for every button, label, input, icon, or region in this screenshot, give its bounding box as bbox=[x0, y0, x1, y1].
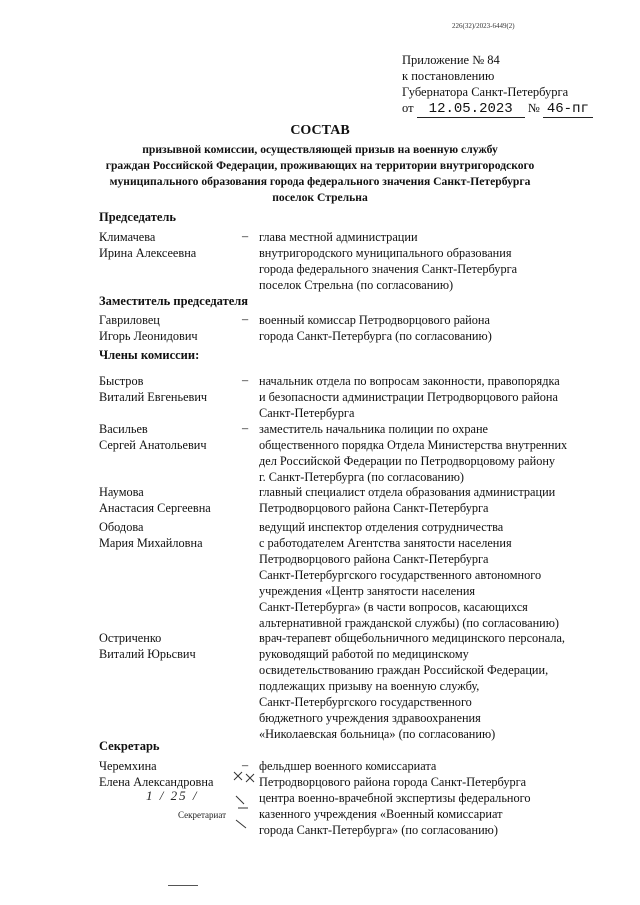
from-label: от bbox=[402, 101, 414, 115]
role-line: города Санкт-Петербурга» (по согласованию) bbox=[259, 823, 498, 837]
deputy-role bbox=[259, 312, 492, 344]
role-line: фельдшер военного комиссариата bbox=[259, 759, 437, 773]
secretary-name bbox=[99, 758, 213, 790]
role-line: общественного порядка Отдела Министерства внутренних bbox=[259, 438, 568, 452]
role-line: Санкт-Петербурга bbox=[259, 406, 355, 420]
chair-name bbox=[99, 229, 196, 261]
role-line: военный комиссар Петродворцового района bbox=[259, 313, 490, 327]
role-line: освидетельствованию граждан Российской Федерации, bbox=[259, 663, 549, 677]
decree-date: 12.05.2023 bbox=[417, 101, 525, 118]
role-line: дел Российской Федерации по Петродворцовому району bbox=[259, 454, 556, 468]
chair-role bbox=[259, 229, 517, 293]
subtitle-line-1: призывной комиссии, осуществляющей призыв на военную службу bbox=[142, 143, 498, 156]
member-role bbox=[259, 421, 567, 485]
role-line: альтернативной гражданской службы) (по согласованию) bbox=[259, 616, 560, 630]
secretary-role bbox=[259, 758, 531, 838]
dash: – bbox=[242, 758, 249, 772]
surname: Ободова bbox=[99, 520, 144, 534]
given-names: Анастасия Сергеевна bbox=[99, 501, 211, 515]
secretariat-stamp: Секретариат bbox=[178, 810, 227, 820]
number-label: № bbox=[527, 101, 540, 115]
member-role bbox=[259, 519, 559, 631]
role-line: и безопасности администрации Петродворцового района bbox=[259, 390, 558, 404]
subtitle-line-2: граждан Российской Федерации, проживающих на территории внутригородского bbox=[105, 159, 535, 172]
role-line: Петродворцового района Санкт-Петербурга bbox=[259, 501, 489, 515]
given-names: Виталий Юрьсвич bbox=[99, 647, 196, 661]
appendix-line-2: к постановлению bbox=[402, 69, 495, 83]
page-title: СОСТАВ bbox=[290, 123, 350, 138]
role-line: поселок Стрельна (по согласованию) bbox=[259, 278, 454, 292]
role-line: города федерального значения Санкт-Петербурга bbox=[259, 262, 518, 276]
appendix-line-1: Приложение № 84 bbox=[402, 53, 500, 67]
surname: Остриченко bbox=[99, 631, 162, 645]
dash: – bbox=[242, 373, 249, 387]
role-line: ведущий инспектор отделения сотрудничества bbox=[259, 520, 504, 534]
role-line: Петродворцового района Санкт-Петербурга bbox=[259, 552, 489, 566]
appendix-block bbox=[402, 52, 593, 118]
member-role bbox=[259, 373, 560, 421]
member-name bbox=[99, 421, 207, 453]
handwritten-mark: 1 / 25 / bbox=[146, 788, 199, 803]
appendix-line-3: Губернатора Санкт-Петербурга bbox=[402, 85, 569, 99]
role-line: Петродворцового района города Санкт-Петербурга bbox=[259, 775, 527, 789]
role-line: с работодателем Агентства занятости населения bbox=[259, 536, 512, 550]
surname: Быстров bbox=[99, 374, 144, 388]
given-names: Ирина Алексеевна bbox=[99, 246, 197, 260]
footer-line bbox=[168, 885, 198, 886]
given-names: Игорь Леонидович bbox=[99, 329, 198, 343]
role-line: Санкт-Петербургского государственного bbox=[259, 695, 472, 709]
section-secretary: Секретарь bbox=[99, 739, 160, 753]
handwritten-scribble bbox=[228, 768, 264, 832]
role-line: руководящий работой по медицинскому bbox=[259, 647, 469, 661]
role-line: подлежащих призыву на военную службу, bbox=[259, 679, 480, 693]
role-line: врач-терапевт общебольничного медицинского персонала, bbox=[259, 631, 565, 645]
role-line: главный специалист отдела образования администрации bbox=[259, 485, 556, 499]
dash: – bbox=[242, 312, 249, 326]
given-names: Мария Михайловна bbox=[99, 536, 203, 550]
role-line: начальник отдела по вопросам законности, правопорядка bbox=[259, 374, 560, 388]
role-line: глава местной администрации bbox=[259, 230, 418, 244]
role-line: центра военно-врачебной экспертизы федерального bbox=[259, 791, 531, 805]
section-chair: Председатель bbox=[99, 210, 177, 224]
given-names: Виталий Евгеньевич bbox=[99, 390, 208, 404]
section-members: Члены комиссии: bbox=[99, 348, 200, 362]
given-names: Елена Александровна bbox=[99, 775, 214, 789]
section-deputy: Заместитель председателя bbox=[99, 294, 249, 308]
member-name bbox=[99, 519, 203, 551]
member-name bbox=[99, 630, 196, 662]
decree-number: 46-пг bbox=[543, 101, 593, 118]
member-role bbox=[259, 484, 555, 516]
surname: Черемхина bbox=[99, 759, 157, 773]
surname: Климачева bbox=[99, 230, 156, 244]
role-line: учреждения «Центр занятости населения bbox=[259, 584, 476, 598]
member-name bbox=[99, 484, 211, 516]
deputy-name bbox=[99, 312, 198, 344]
role-line: заместитель начальника полиции по охране bbox=[259, 422, 488, 436]
role-line: города Санкт-Петербурга (по согласованию) bbox=[259, 329, 492, 343]
surname: Наумова bbox=[99, 485, 144, 499]
surname: Гавриловец bbox=[99, 313, 160, 327]
document-number: 226(32)/2023-6449(2) bbox=[452, 22, 515, 30]
appendix-date-line bbox=[402, 100, 593, 118]
member-role bbox=[259, 630, 565, 742]
role-line: «Николаевская больница» (по согласованию) bbox=[259, 727, 496, 741]
given-names: Сергей Анатольевич bbox=[99, 438, 207, 452]
role-line: казенного учреждения «Военный комиссариат bbox=[259, 807, 503, 821]
surname: Васильев bbox=[99, 422, 148, 436]
role-line: г. Санкт-Петербурга (по согласованию) bbox=[259, 470, 464, 484]
role-line: Санкт-Петербурга» (в части вопросов, касающихся bbox=[259, 600, 528, 614]
role-line: бюджетного учреждения здравоохранения bbox=[259, 711, 481, 725]
dash: – bbox=[242, 421, 249, 435]
subtitle-line-3: муниципального образования города федерального значения Санкт-Петербурга bbox=[109, 175, 531, 188]
role-line: Санкт-Петербургского государственного автономного bbox=[259, 568, 542, 582]
dash: – bbox=[242, 229, 249, 243]
subtitle-line-4: поселок Стрельна bbox=[272, 191, 368, 204]
role-line: внутригородского муниципального образования bbox=[259, 246, 512, 260]
page-subtitle bbox=[0, 142, 640, 206]
member-name bbox=[99, 373, 207, 405]
